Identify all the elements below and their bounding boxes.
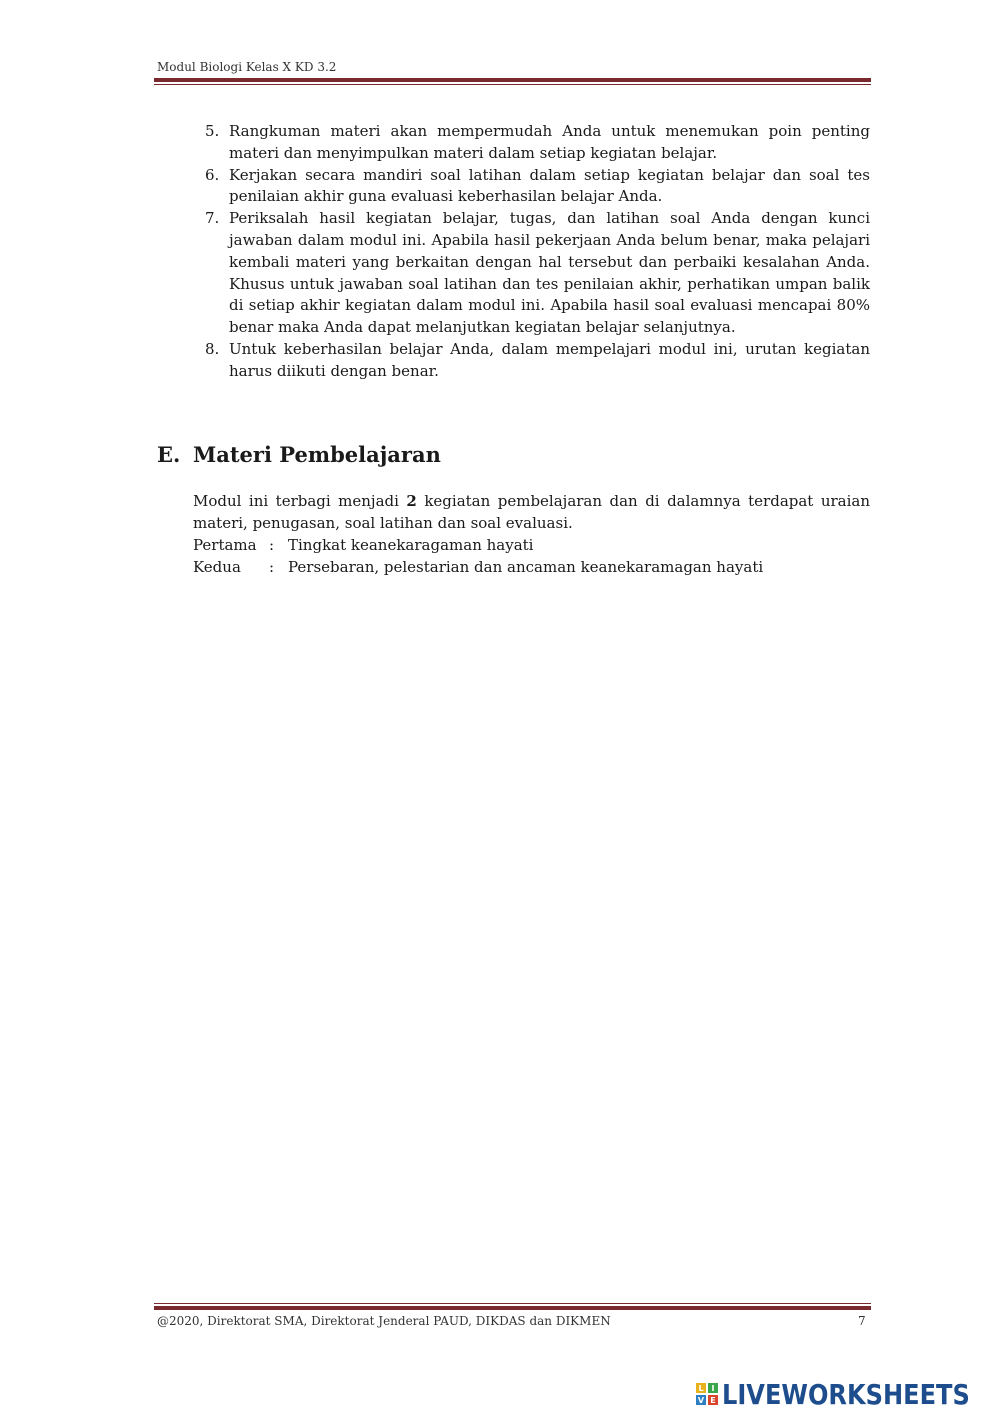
list-text: Kerjakan secara mandiri soal latihan dalam setiap kegiatan belajar dan soal tes penilaian akhir guna evaluasi keberhasilan belajar Anda. [229, 165, 870, 206]
section-intro [193, 490, 870, 534]
list-number: 8. [205, 339, 220, 358]
activity-term: Kedua [193, 558, 241, 576]
list-item [200, 165, 870, 209]
activity-term: Pertama [193, 536, 257, 554]
instruction-list [200, 121, 870, 383]
list-text: Untuk keberhasilan belajar Anda, dalam mempelajari modul ini, urutan kegiatan harus diikuti dengan benar. [229, 339, 870, 380]
activity-row-second [193, 556, 763, 578]
section-letter: E. [157, 442, 181, 467]
page-number: 7 [858, 1314, 866, 1328]
list-number: 5. [205, 122, 220, 140]
list-item [200, 339, 870, 383]
liveworksheets-brand [696, 1378, 1000, 1410]
activity-colon: : [269, 558, 275, 576]
logo-letter: V [697, 1395, 705, 1405]
activity-desc: Persebaran, pelestarian dan ancaman keanekaramagan hayati [288, 558, 764, 576]
list-number: 7. [205, 209, 220, 228]
liveworksheets-logo-icon [696, 1383, 718, 1405]
list-text: Periksalah hasil kegiatan belajar, tugas, dan latihan soal Anda dengan kunci jawaban dalam modul ini. Apabila hasil pekerjaan Anda belum benar, maka pelajari kembali materi yang berkaitan dengan hal tersebut dan perbaiki kesalahan Anda. Khusus untuk jawaban soal latihan dan tes penilaian akhir, perhatikan umpan balik di setiap akhir kegiatan dalam modul ini. Apabila hasil soal evaluasi mencapai 80% benar maka Anda dapat melanjutkan kegiatan belajar selanjutnya. [229, 209, 870, 337]
list-item [200, 208, 870, 339]
section-title: Materi Pembelajaran [193, 442, 441, 467]
logo-letter: E [708, 1395, 718, 1405]
intro-count: 2 [406, 492, 417, 510]
footer-rule [154, 1303, 871, 1310]
intro-text: Modul ini terbagi menjadi [193, 492, 407, 510]
brand-name: LIVEWORKSHEETS [722, 1377, 970, 1411]
intro-text: kegiatan pembelajaran dan di dalamnya terdapat uraian materi, penugasan, soal latihan dan soal evaluasi. [193, 492, 870, 532]
section-heading [157, 442, 441, 467]
list-item [200, 121, 870, 165]
footer-copyright: @2020, Direktorat SMA, Direktorat Jenderal PAUD, DIKDAS dan DIKMEN [157, 1314, 611, 1328]
list-text: Rangkuman materi akan mempermudah Anda untuk menemukan poin penting materi dan menyimpulkan materi dalam setiap kegiatan belajar. [229, 122, 870, 162]
activity-row-first [193, 534, 533, 556]
list-number: 6. [205, 165, 220, 184]
header-rule [154, 78, 871, 85]
logo-letter: L [696, 1383, 706, 1393]
header-title: Modul Biologi Kelas X KD 3.2 [157, 60, 337, 74]
activity-desc: Tingkat keanekaragaman hayati [288, 536, 534, 554]
logo-letter: I [708, 1383, 718, 1393]
activity-colon: : [269, 536, 275, 554]
